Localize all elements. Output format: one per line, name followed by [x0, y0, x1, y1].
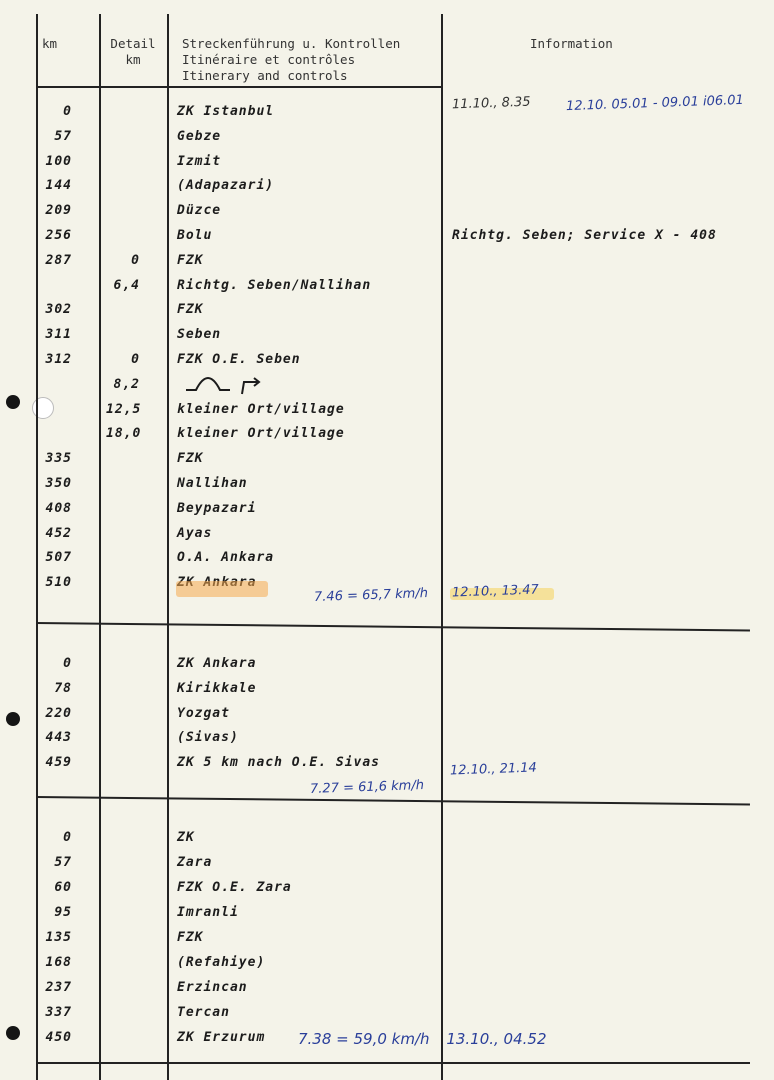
header-info: Information	[530, 36, 613, 51]
km-value: 0	[63, 830, 72, 845]
km-value: 168	[45, 955, 72, 970]
table-line	[441, 14, 443, 1080]
header-km: km	[42, 36, 58, 51]
handwritten-speed: 7.27 = 61,6 km/h	[309, 778, 425, 797]
km-value: 408	[45, 500, 72, 516]
table-line	[167, 14, 169, 1080]
km-value: 311	[45, 327, 72, 343]
table-line	[99, 14, 101, 1080]
header-route-en: Itinerary and controls	[182, 68, 348, 83]
detail-km-value: 6,4	[113, 277, 140, 293]
km-value: 256	[45, 228, 72, 243]
km-value: 57	[54, 855, 72, 870]
route-point: kleiner Ort/village	[177, 401, 345, 417]
route-point: (Adapazari)	[177, 178, 275, 194]
route-point: Düzce	[177, 203, 222, 219]
header-divider	[36, 86, 442, 88]
route-point: FZK O.E. Seben	[177, 352, 301, 367]
km-value: 450	[45, 1030, 72, 1045]
km-value: 220	[45, 705, 72, 721]
km-value: 57	[54, 128, 72, 144]
handwritten-speed: 7.46 = 65,7 km/h	[313, 586, 429, 605]
header-route	[182, 36, 400, 84]
route-point: Ayas	[177, 525, 213, 541]
km-value: 459	[45, 755, 72, 771]
route-point: ZK	[177, 830, 195, 845]
route-point: Beypazari	[177, 500, 257, 516]
km-value: 443	[45, 730, 72, 746]
detail-km-value: 18,0	[106, 426, 142, 442]
route-point: Erzincan	[177, 980, 248, 995]
route-point: O.A. Ankara	[177, 550, 275, 566]
route-point: (Sivas)	[177, 730, 239, 746]
km-value: 337	[45, 1005, 72, 1020]
route-point: Gebze	[177, 128, 222, 144]
km-value: 135	[45, 930, 72, 945]
road-curve-turn-icon	[184, 374, 264, 396]
header-detail-line2: km	[125, 52, 141, 67]
route-point: FZK O.E. Zara	[177, 880, 292, 895]
route-point: Nallihan	[177, 476, 248, 491]
handwritten-arrival: 12.10., 13.47	[451, 582, 540, 601]
header-route-de: Streckenführung u. Kontrollen	[182, 36, 401, 51]
route-point: ZK Ankara	[177, 656, 257, 671]
km-value: 0	[63, 104, 72, 119]
handwritten-speed: 7.38 = 59,0 km/h	[298, 1030, 430, 1048]
handwritten-arrival: 13.10., 04.52	[446, 1030, 547, 1048]
route-point: Imranli	[177, 905, 239, 920]
km-value: 335	[45, 451, 72, 467]
handwritten-start: 11.10., 8.35	[451, 94, 531, 113]
km-value: 209	[45, 203, 72, 219]
km-value: 510	[45, 575, 72, 591]
detail-km-value: 0	[131, 352, 140, 367]
route-point: Kirikkale	[177, 680, 257, 696]
km-value: 237	[45, 980, 72, 995]
handwritten-arrival: 12.10., 21.14	[449, 760, 538, 779]
punch-hole	[6, 1026, 20, 1040]
highlight-zk-ankara	[176, 581, 268, 597]
route-point: ZK Istanbul	[177, 104, 275, 119]
km-value: 95	[54, 905, 72, 920]
detail-km-value: 12,5	[106, 401, 142, 417]
route-point: Seben	[177, 327, 222, 343]
km-value: 302	[45, 302, 72, 318]
route-point: FZK	[177, 302, 204, 318]
punch-hole	[6, 395, 20, 409]
table-line	[36, 14, 38, 1080]
route-point: Tercan	[177, 1005, 230, 1020]
punch-hole	[6, 712, 20, 726]
km-value: 452	[45, 525, 72, 541]
route-point: FZK	[177, 451, 204, 467]
detail-km-value: 8,2	[113, 376, 140, 392]
route-point: FZK	[177, 930, 204, 945]
header-detail-line1: Detail	[110, 36, 156, 51]
km-value: 507	[45, 550, 72, 566]
km-value: 350	[45, 476, 72, 491]
handwritten-speed-arrival	[298, 1030, 547, 1048]
route-point: Richtg. Seben/Nallihan	[177, 277, 372, 293]
route-point: ZK 5 km nach O.E. Sivas	[177, 755, 381, 771]
route-point: Izmit	[177, 153, 222, 169]
route-point: Bolu	[177, 228, 213, 243]
km-value: 100	[45, 153, 72, 169]
section-divider	[36, 622, 750, 631]
handwritten-times: 12.10. 05.01 - 09.01 i06.01	[565, 92, 745, 115]
km-value: 60	[54, 880, 72, 895]
info-text: Richtg. Seben; Service X - 408	[452, 228, 717, 243]
route-point: ZK Erzurum	[177, 1030, 266, 1045]
header-detail	[107, 36, 159, 68]
km-value: 0	[63, 656, 72, 671]
route-point: (Refahiye)	[177, 955, 266, 970]
route-point: Yozgat	[177, 705, 230, 721]
km-value: 78	[54, 680, 72, 696]
route-point: FZK	[177, 252, 204, 268]
km-value: 287	[45, 252, 72, 268]
bottom-divider	[36, 1062, 750, 1064]
header-route-fr: Itinéraire et contrôles	[182, 52, 356, 67]
detail-km-value: 0	[131, 252, 140, 268]
section-divider	[36, 796, 750, 805]
route-point: kleiner Ort/village	[177, 426, 345, 442]
km-value: 144	[45, 178, 72, 194]
route-point: Zara	[177, 855, 213, 870]
km-value: 312	[45, 352, 72, 367]
